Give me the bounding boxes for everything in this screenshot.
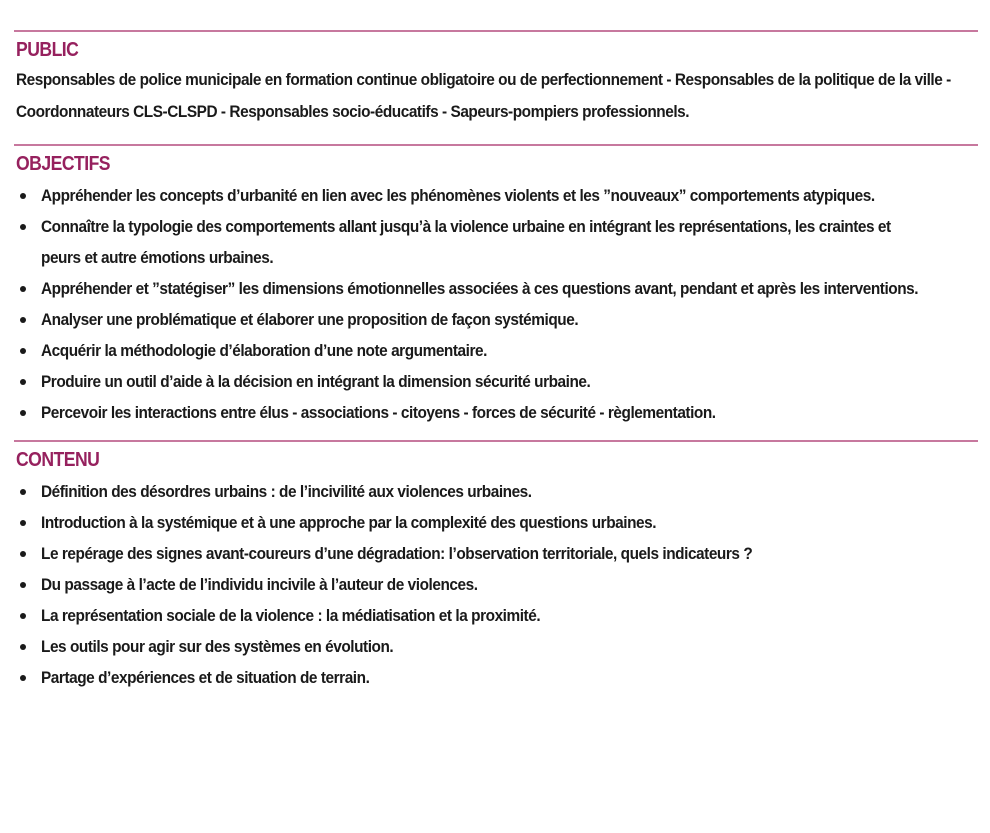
bullet-icon <box>20 644 26 650</box>
list-item-text: Le repérage des signes avant-coureurs d’une dégradation: l’observation territoriale, quels indicateurs ? <box>41 544 753 563</box>
list-item-text: Appréhender et ”statégiser” les dimensions émotionnelles associées à ces questions avant, pendant et après les interventions. <box>41 279 919 298</box>
list-item <box>14 273 978 304</box>
section-divider <box>14 144 978 146</box>
list-item-text: Définition des désordres urbains : de l’incivilité aux violences urbaines. <box>41 482 532 501</box>
public-description: Responsables de police municipale en formation continue obligatoire ou de perfectionnement - Responsables de la politique de la ville - Coordonnateurs CLS-CLSPD - Responsables socio-éducatifs - Sapeurs-pompiers professionnels. <box>16 70 951 121</box>
list-item-text: Acquérir la méthodologie d’élaboration d’une note argumentaire. <box>41 341 487 360</box>
list-item-text: Percevoir les interactions entre élus - associations - citoyens - forces de sécurité - règlementation. <box>41 403 716 422</box>
section-divider <box>14 30 978 32</box>
bullet-icon <box>20 348 26 354</box>
list-item-text: Produire un outil d’aide à la décision en intégrant la dimension sécurité urbaine. <box>41 372 591 391</box>
contenu-list <box>14 476 978 693</box>
section-heading-objectifs: OBJECTIFS <box>16 153 111 175</box>
list-item <box>14 335 978 366</box>
list-item-text: Introduction à la systémique et à une approche par la complexité des questions urbaines. <box>41 513 657 532</box>
section-heading-contenu: CONTENU <box>16 449 100 471</box>
list-item-text: Du passage à l’acte de l’individu incivile à l’auteur de violences. <box>41 575 478 594</box>
list-item-text: Partage d’expériences et de situation de terrain. <box>41 668 370 687</box>
bullet-icon <box>20 675 26 681</box>
bullet-icon <box>20 582 26 588</box>
section-heading-public: PUBLIC <box>16 39 79 61</box>
bullet-icon <box>20 286 26 292</box>
list-item <box>14 600 978 631</box>
section-contenu <box>14 440 978 693</box>
bullet-icon <box>20 410 26 416</box>
list-item <box>14 569 978 600</box>
section-divider <box>14 440 978 442</box>
bullet-icon <box>20 520 26 526</box>
list-item <box>14 538 978 569</box>
bullet-icon <box>20 489 26 495</box>
list-item <box>14 507 978 538</box>
bullet-icon <box>20 224 26 230</box>
section-objectifs <box>14 144 978 428</box>
list-item <box>14 180 978 211</box>
list-item <box>14 304 978 335</box>
bullet-icon <box>20 551 26 557</box>
bullet-icon <box>20 193 26 199</box>
bullet-icon <box>20 379 26 385</box>
list-item-text: Appréhender les concepts d’urbanité en lien avec les phénomènes violents et les ”nouveaux” comportements atypiques. <box>41 186 875 205</box>
list-item <box>14 211 978 273</box>
bullet-icon <box>20 613 26 619</box>
list-item <box>14 662 978 693</box>
list-item-text: La représentation sociale de la violence : la médiatisation et la proximité. <box>41 606 541 625</box>
list-item <box>14 397 978 428</box>
list-item <box>14 476 978 507</box>
list-item-text: Les outils pour agir sur des systèmes en évolution. <box>41 637 394 656</box>
objectifs-list <box>14 180 978 428</box>
bullet-icon <box>20 317 26 323</box>
section-public <box>14 30 978 128</box>
list-item <box>14 631 978 662</box>
list-item-text: Analyser une problématique et élaborer une proposition de façon systémique. <box>41 310 579 329</box>
document-page <box>14 30 978 693</box>
list-item-text: Connaître la typologie des comportements allant jusqu’à la violence urbaine en intégrant les représentations, les craintes et peurs et autre émotions urbaines. <box>41 217 891 267</box>
list-item <box>14 366 978 397</box>
